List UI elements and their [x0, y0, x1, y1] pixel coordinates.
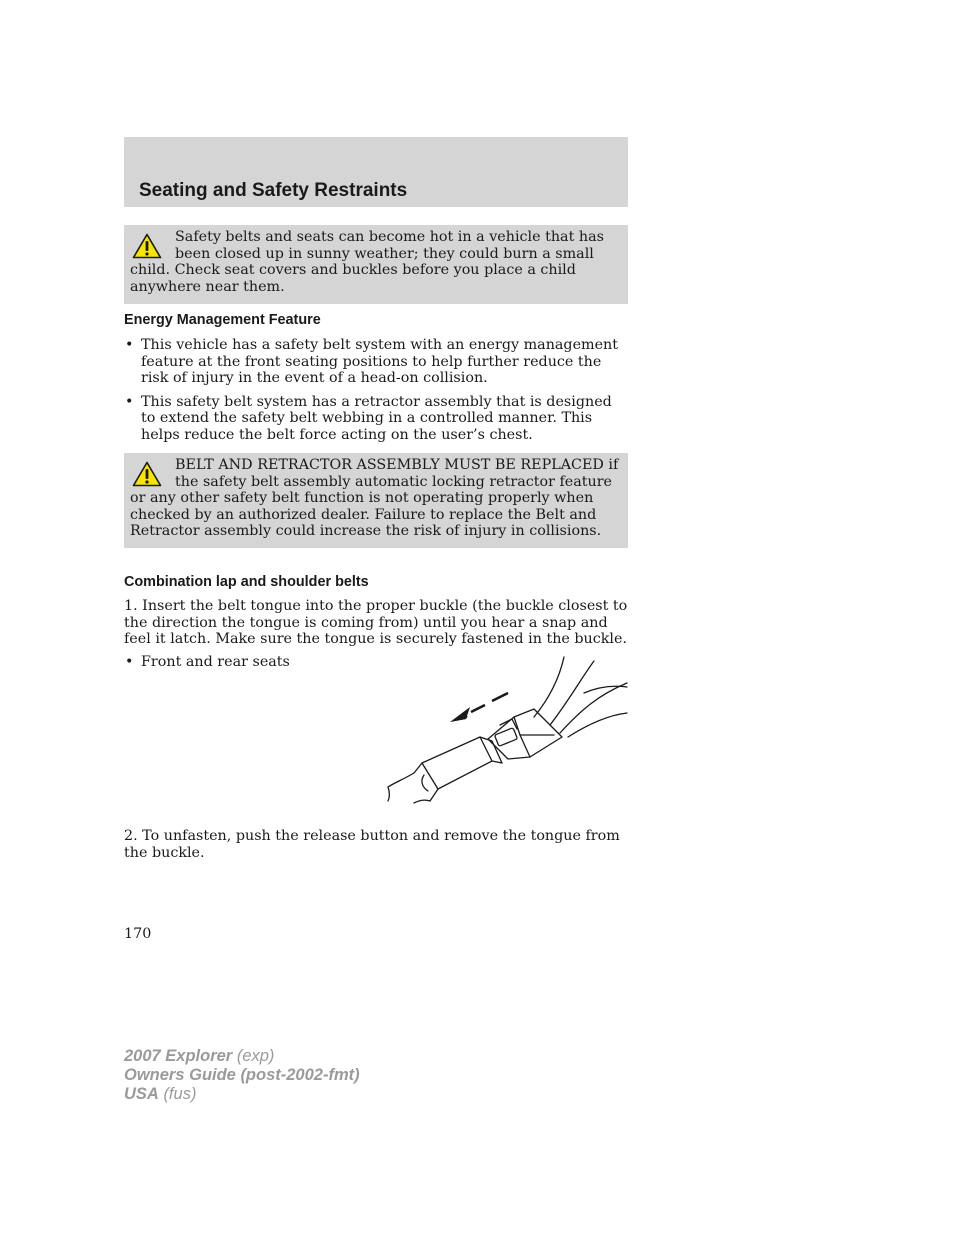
warning-text: Safety belts and seats can become hot in a vehicle that has been closed up in sunny weather; they could burn a small child. Check seat covers and buckles before you place a child anywhere near them.: [130, 229, 604, 295]
step-2-text: 2. To unfasten, push the release button and remove the tongue from the buckle.: [124, 828, 620, 861]
footer-model: 2007 Explorer: [124, 1047, 233, 1065]
page-number: 170: [124, 926, 152, 942]
belt-webbing: [534, 657, 564, 717]
warning-box-retractor: [124, 453, 628, 548]
section-header-band: [124, 137, 628, 207]
list-item: • This safety belt system has a retractor assembly that is designed to extend the safety belt webbing in a controlled manner. This helps reduce the belt force acting on the user’s chest.: [124, 394, 628, 444]
step-1-text: 1. Insert the belt tongue into the proper buckle (the buckle closest to the direction the tongue is coming from) until you hear a snap and feel it latch. Make sure the tongue is securely fastened in the buckle.: [124, 598, 628, 647]
warning-triangle-icon: [132, 461, 162, 487]
section-heading-combination-belts: Combination lap and shoulder belts: [124, 574, 369, 590]
belt-buckle: [422, 737, 492, 789]
insert-direction-arrow-icon: [471, 693, 508, 712]
seat-bullets: [124, 654, 384, 678]
warning-text: BELT AND RETRACTOR ASSEMBLY MUST BE REPLACED if the safety belt assembly automatic locking retractor feature or any other safety belt function is not operating properly when checked by an authorized dealer. Failure to replace the Belt and Retractor assembly could increase the risk of injury in collisions.: [130, 457, 619, 540]
footer-market: USA: [124, 1085, 159, 1103]
warning-box-hot-seats: [124, 225, 628, 304]
section-heading-energy-management: Energy Management Feature: [124, 312, 321, 328]
footer-market-code: (fus): [163, 1085, 197, 1103]
list-item: • This vehicle has a safety belt system with an energy management feature at the front seating positions to help further reduce the risk of injury in the event of a head-on collision.: [124, 337, 628, 387]
energy-management-bullets: [124, 337, 628, 450]
footer-line-2: [124, 1066, 360, 1085]
footer-guide: Owners Guide (post-2002-fmt): [124, 1066, 360, 1084]
document-footer: [124, 1047, 360, 1104]
footer-line-1: [124, 1047, 360, 1066]
page-title: Seating and Safety Restraints: [139, 180, 408, 201]
footer-line-3: [124, 1085, 360, 1104]
belt-buckle-illustration: [384, 655, 630, 805]
warning-triangle-icon: [132, 233, 162, 259]
footer-model-code: (exp): [236, 1047, 275, 1065]
list-item: • Front and rear seats: [124, 654, 384, 671]
